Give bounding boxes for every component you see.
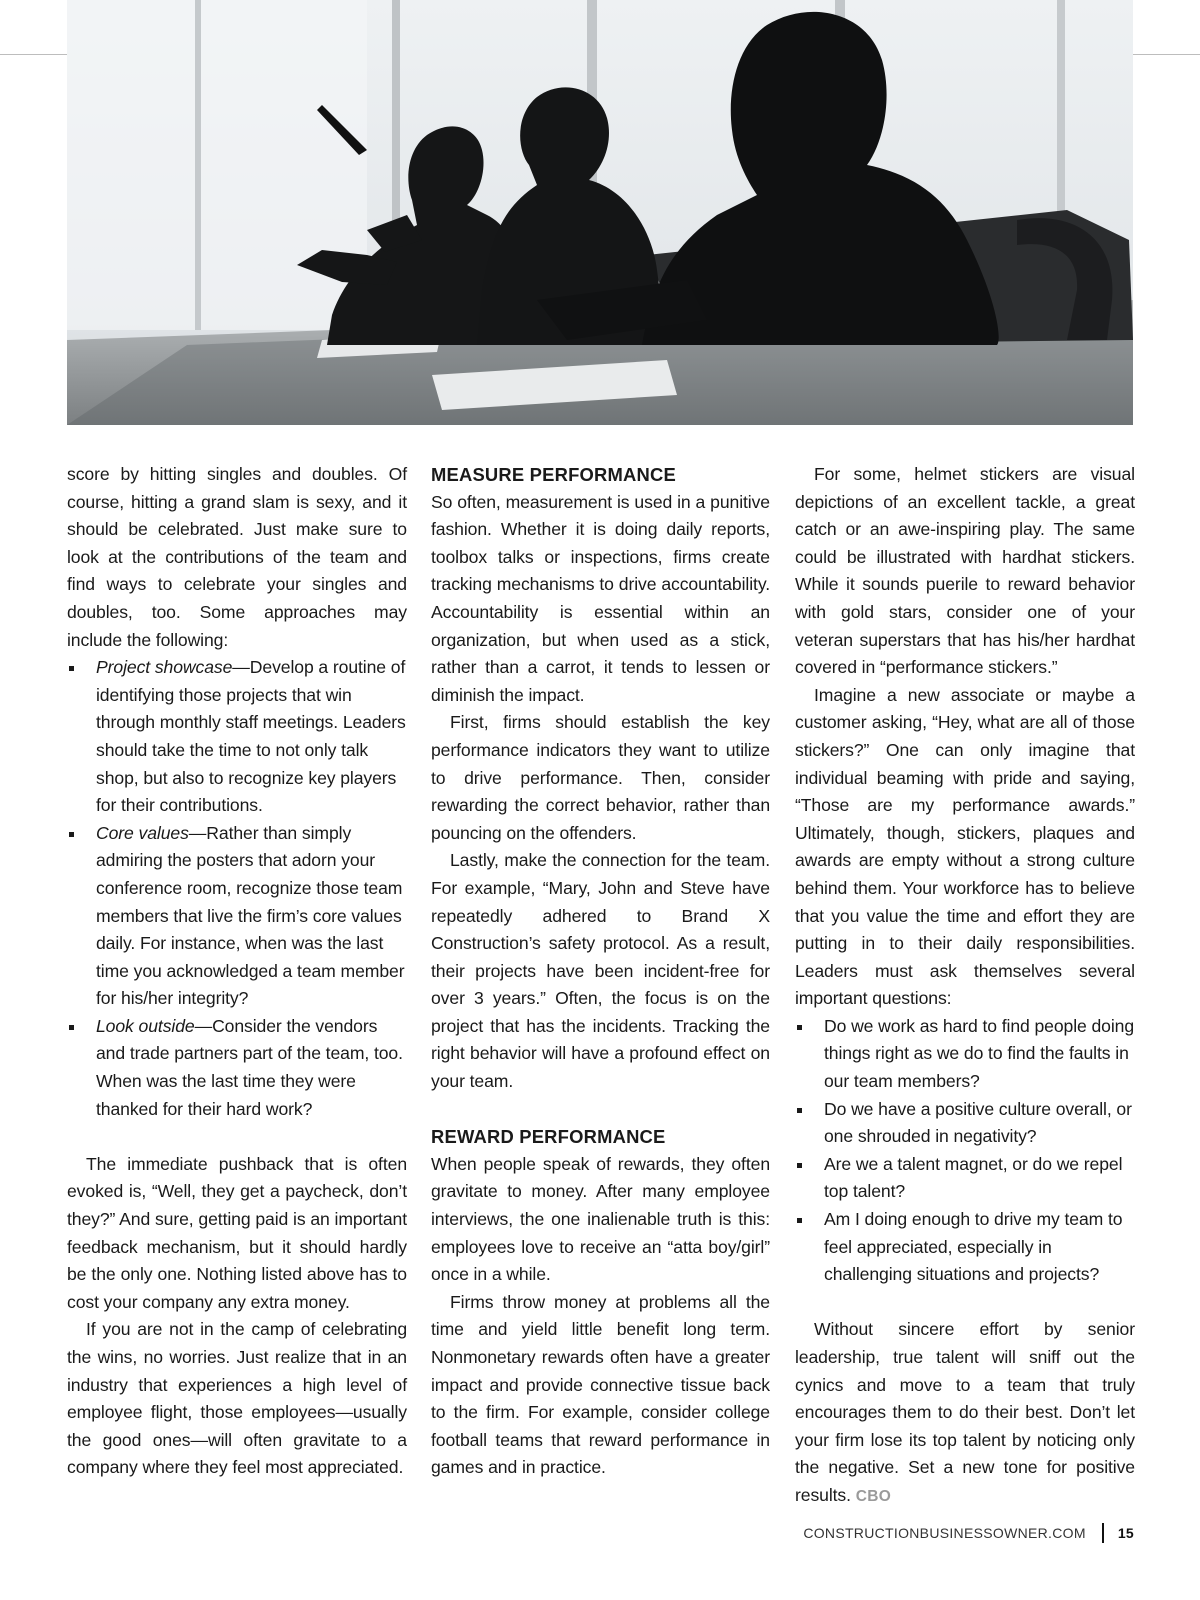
col1-paragraph: If you are not in the camp of celebrating the wins, no worries. Just realize that in an industry that experiences a high level of employee flight, those employees—usually the good ones—will often gravitate to a company where they feel most appreciated.: [67, 1319, 407, 1478]
col3-paragraph: For some, helmet stickers are visual depictions of an excellent tackle, a great catch or an awe-inspiring play. The same could be illustrated with hardhat stickers. While it sounds puerile to reward behavior with gold stars, consider one of your veteran superstars that has his/her hardhat covered in “performance stickers.”: [795, 464, 1135, 678]
column-2: [431, 461, 770, 1482]
list-item-text: —Consider the vendors and trade partners part of the team, too. When was the last time they were thanked for their hard work?: [96, 1015, 403, 1119]
list-item: [67, 1013, 407, 1123]
col2-paragraph: So often, measurement is used in a punitive fashion. Whether it is doing daily reports, toolbox talks or inspections, firms create tracking mechanisms to drive accountability. Accountability is essential within an organization, but when used as a stick, rather than a carrot, it tends to lessen or diminish the impact.: [431, 491, 770, 705]
list-item-term: Project showcase: [96, 657, 233, 678]
list-item: Am I doing enough to drive my team to feel appreciated, especially in challenging situations and projects?: [795, 1206, 1135, 1289]
list-item-text: —Develop a routine of identifying those projects that win through monthly staff meetings. Leaders should take the time to not only talk shop, but also to recognize key players for their contributions.: [96, 657, 406, 816]
column-1: [67, 461, 407, 1482]
meeting-silhouette-photo: [67, 0, 1133, 425]
list-item-term: Look outside: [96, 1015, 195, 1036]
col1-paragraph: The immediate pushback that is often evoked is, “Well, they get a paycheck, don’t they?” And sure, getting paid is an important feedback mechanism, but it should hardly be the only one. Nothing listed above has to cost your company any extra money.: [67, 1153, 407, 1312]
footer-site: CONSTRUCTIONBUSINESSOWNER.COM: [803, 1525, 1086, 1541]
col3-closing-paragraph: [795, 1316, 1135, 1510]
col1-approaches-list: [67, 654, 407, 1123]
footer-divider: [1102, 1523, 1104, 1543]
col3-paragraph: Imagine a new associate or maybe a customer asking, “Hey, what are all of those stickers?” One can only imagine that individual beaming with pride and saying, “Those are my performance awards.” Ultimately, though, stickers, plaques and awards are empty without a strong culture behind them. Your workforce has to believe that you value the time and effort they are putting in to their daily responsibilities. Leaders must ask themselves several important questions:: [795, 684, 1135, 1009]
section-heading-measure: MEASURE PERFORMANCE: [431, 464, 676, 485]
top-rule-right: [1132, 54, 1200, 55]
list-item: Do we have a positive culture overall, or one shrouded in negativity?: [795, 1096, 1135, 1151]
column-3: [795, 461, 1135, 1511]
closing-text: Without sincere effort by senior leadership, true talent will sniff out the cynics and move to a team that truly encourages them to do their best. Don’t let your firm lose its top talent by noticing only the negative. Set a new tone for positive results.: [795, 1319, 1135, 1505]
page-footer: [803, 1523, 1134, 1543]
list-item-term: Core values: [96, 822, 189, 843]
col1-intro: score by hitting singles and doubles. Of course, hitting a grand slam is sexy, and it should be celebrated. Just make sure to look at the contributions of the team and find ways to celebrate your singles and doubles, too. Some approaches may include the following:: [67, 464, 407, 650]
col2-paragraph: First, firms should establish the key performance indicators they want to utilize to drive performance. Then, consider rewarding the correct behavior, rather than pouncing on the offenders.: [431, 712, 770, 843]
page-number: 15: [1117, 1525, 1134, 1541]
col2-paragraph: Firms throw money at problems all the time and yield little benefit long term. Nonmonetary rewards often have a greater impact and provide connective tissue back to the firm. For example, consider college football teams that reward performance in games and in practice.: [431, 1291, 770, 1478]
col2-paragraph: When people speak of rewards, they often gravitate to money. After many employee interviews, the one inalienable truth is this: employees love to receive an “atta boy/girl” once in a while.: [431, 1153, 770, 1285]
col2-paragraph: Lastly, make the connection for the team. For example, “Mary, John and Steve have repeatedly adhered to Brand X Construction’s safety protocol. As a result, their projects have been incident-free for over 3 years.” Often, the focus is on the project that has the incidents. Tracking the right behavior will have a profound effect on your team.: [431, 850, 770, 1092]
list-item: [67, 820, 407, 1013]
section-heading-reward: REWARD PERFORMANCE: [431, 1126, 666, 1148]
list-item-text: —Rather than simply admiring the posters that adorn your conference room, recognize those team members that live the firm’s core values daily. For instance, when was the last time you acknowledged a team member for his/her integrity?: [96, 822, 405, 1009]
list-item: Are we a talent magnet, or do we repel top talent?: [795, 1151, 1135, 1206]
end-mark: CBO: [855, 1487, 892, 1505]
top-rule-left: [0, 54, 68, 55]
col3-questions-list: [795, 1013, 1135, 1289]
list-item: Do we work as hard to find people doing things right as we do to find the faults in our team members?: [795, 1013, 1135, 1096]
list-item: [67, 654, 407, 820]
